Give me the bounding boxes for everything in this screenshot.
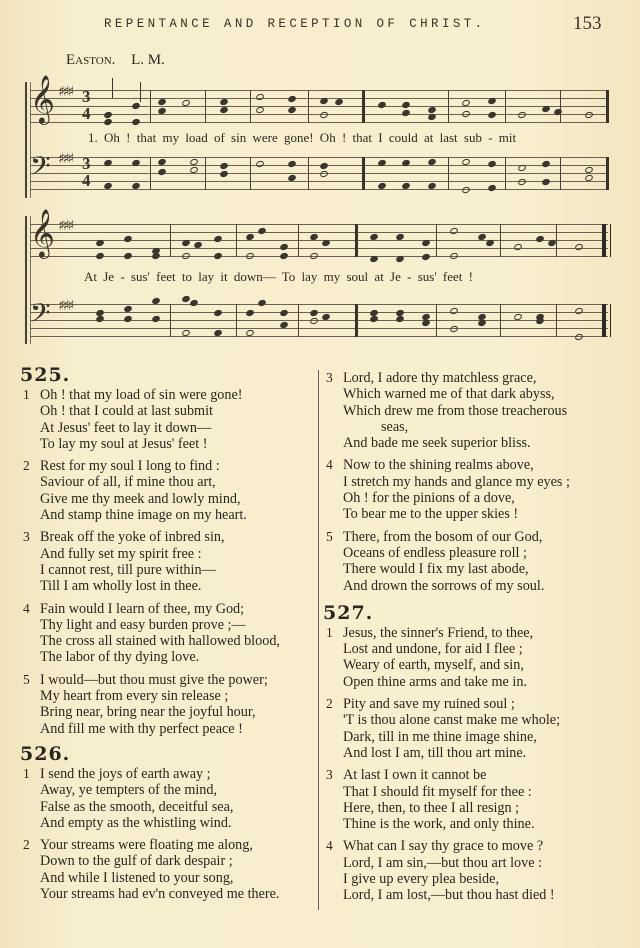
stanza: 3 Lord, I adore thy matchless grace, Which warned me of that dark abyss, Which drew me from those treacherous seas, And bade me seek superior bliss. (326, 370, 568, 452)
hymn-number: 526. (20, 742, 71, 765)
treble-staff (30, 208, 608, 257)
stanza: 2 Your streams were floating me along, Down to the gulf of dark despair ; And while I listened to your song, Your streams had ev'n conveyed me there. (23, 837, 280, 903)
text-column-right (318, 370, 640, 910)
stanza: 1 I send the joys of earth away ; Away, ye tempters of the mind, False as the smooth, deceitful sea, And empty as the whistling wind. (23, 765, 234, 831)
music-system-2 (22, 208, 608, 344)
hymn-number: 525. (20, 364, 71, 386)
key-signature: ♯♯♯ (58, 151, 73, 167)
system-1-lyrics: 1. Oh ! that my load of sin were gone! Oh ! that I could at last sub - mit (88, 130, 517, 145)
stanza: 4 Fain would I learn of thee, my God; Thy light and easy burden prove ;— The cross all stained with hallowed blood, The labor of thy dying love. (23, 600, 280, 666)
text-column-left (20, 364, 312, 908)
stanza: 2 Pity and save my ruined soul ; 'T is thou alone canst make me whole; Dark, till in me thine image shine, And lost I am, till thou art mine. (326, 696, 561, 761)
stanza: 2 Rest for my soul I long to find : Saviour of all, if mine thou art, Give me thy meek and lowly mind, And stamp thine image on my heart. (23, 458, 247, 524)
bass-clef-icon: 𝄢 (30, 150, 51, 188)
time-signature: 3 4 (82, 87, 91, 123)
system-2-lyrics: At Je - sus' feet to lay it down— To lay my soul at Je - sus' feet ! (84, 269, 473, 284)
key-signature: ♯♯♯ (58, 298, 73, 314)
stanza: 5 There, from the bosom of our God, Oceans of endless pleasure roll ; There would I fix my last abode, And drown the sorrows of my soul. (326, 528, 545, 594)
stanza: 3 Break off the yoke of inbred sin, And fully set my spirit free : I cannot rest, till pure within— Till I am wholly lost in thee. (23, 529, 225, 595)
page-number: 153 (573, 13, 602, 34)
key-signature: ♯♯♯ (58, 218, 73, 234)
hymn-number: 527. (323, 601, 374, 624)
tune-title (66, 52, 165, 69)
hymn-527 (323, 602, 640, 904)
stanza: 3 At last I own it cannot be That I should fit myself for thee : Here, then, to thee I all resign ; Thine is the work, and only thine. (326, 767, 535, 833)
hymn-526-continued (323, 370, 640, 594)
stanza: 4 What can I say thy grace to move ? Lord, I am sin,—but thou art love : I give up every plea beside, Lord, I am lost,—but thou hast died ! (326, 838, 555, 904)
stanza: 1 Oh ! that my load of sin were gone! Oh ! that I could at last submit At Jesus' feet to lay it down— To lay my soul at Jesus' feet ! (23, 387, 243, 452)
tune-name: Easton. (66, 52, 116, 68)
time-signature: 3 4 (82, 154, 91, 190)
hymn-525 (20, 364, 312, 737)
bass-staff (30, 297, 608, 337)
bass-staff (30, 150, 608, 190)
stanza: 5 I would—but thou must give the power; My heart from every sin release ; Bring near, bring near the joyful hour, And fill me with thy perfect peace ! (23, 671, 268, 737)
stanza: 4 Now to the shining realms above, I stretch my hands and glance my eyes ; Oh ! for the pinions of a dove, To bear me to the upper skies ! (326, 457, 570, 523)
stanza: 1 Jesus, the sinner's Friend, to thee, Lost and undone, for aid I flee ; Weary of earth, myself, and sin, Open thine arms and take me in. (326, 624, 534, 690)
tune-meter: L. M. (131, 52, 165, 68)
treble-staff (30, 74, 608, 123)
bass-clef-icon: 𝄢 (30, 297, 51, 335)
running-head: REPENTANCE AND RECEPTION OF CHRIST. (104, 17, 486, 31)
key-signature: ♯♯♯ (58, 84, 73, 100)
hymn-526 (20, 743, 312, 902)
music-system-1 (22, 74, 608, 198)
treble-clef-icon: 𝄞 (30, 208, 55, 257)
treble-clef-icon: 𝄞 (30, 74, 55, 123)
